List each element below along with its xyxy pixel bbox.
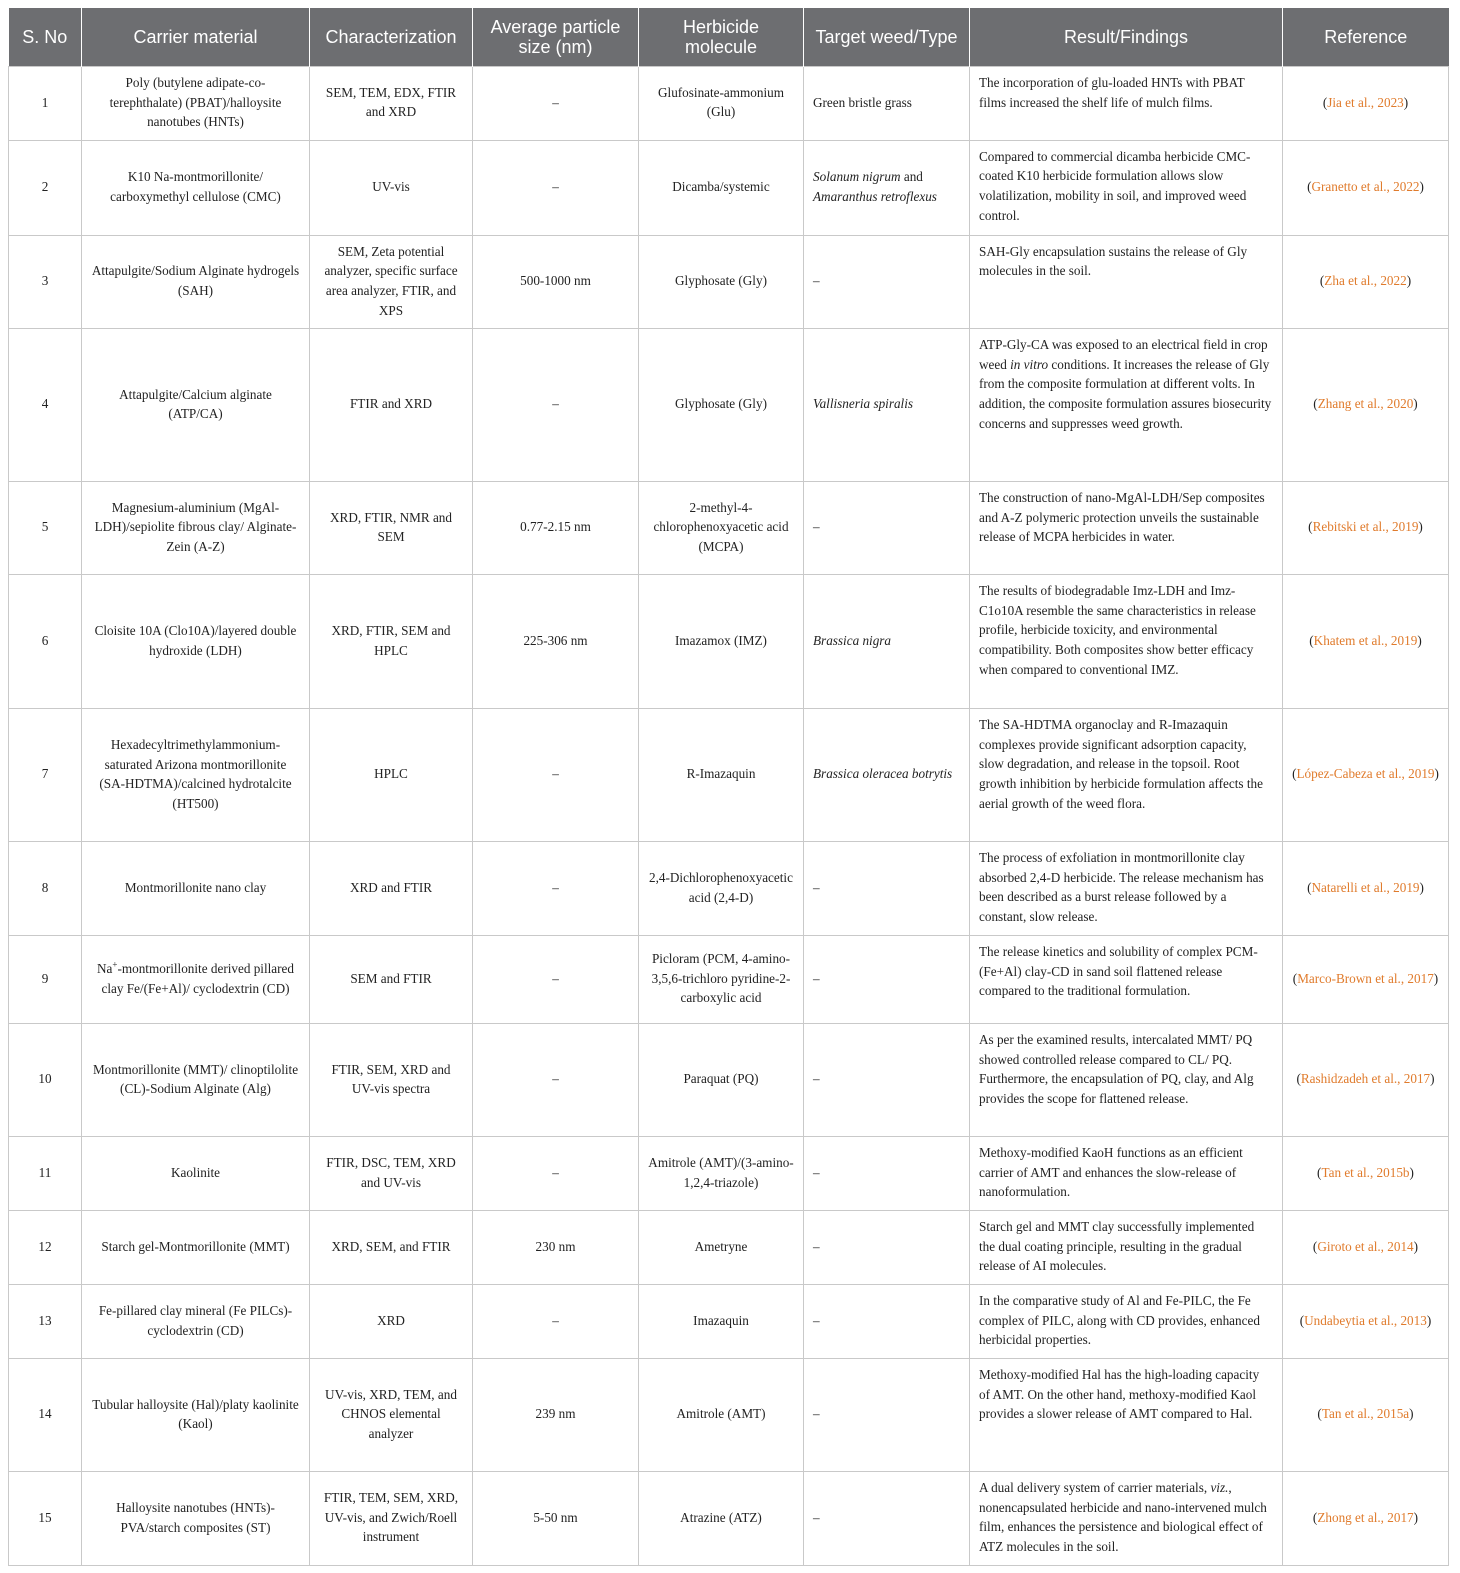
carrier-cell: Montmorillonite (MMT)/ clinoptilolite (CL)-Sodium Alginate (Alg) — [82, 1024, 310, 1137]
target-weed-cell: – — [804, 1137, 970, 1211]
herbicide-cell: Atrazine (ATZ) — [639, 1472, 804, 1566]
herbicide-cell: 2,4-Dichlorophenoxyacetic acid (2,4-D) — [639, 842, 804, 936]
table-row — [9, 1211, 1449, 1285]
result-cell: ATP-Gly-CA was exposed to an electrical field in crop weed in vitro conditions. It increases the release of Gly from the composite formulation at different volts. In addition, the composite formulation assures biosecurity concerns and suppresses weed growth. — [970, 329, 1283, 482]
sno-cell: 7 — [9, 709, 82, 842]
reference-cell: (Rashidzadeh et al., 2017) — [1283, 1024, 1449, 1137]
result-cell: Compared to commercial dicamba herbicide CMC-coated K10 herbicide formulation allows slow volatilization, mobility in soil, and improved weed control. — [970, 140, 1283, 235]
sno-cell: 9 — [9, 936, 82, 1024]
herbicide-cell: Glyphosate (Gly) — [639, 235, 804, 328]
reference-cell: (Natarelli et al., 2019) — [1283, 842, 1449, 936]
result-cell: Methoxy-modified KaoH functions as an efficient carrier of AMT and enhances the slow-release of nanoformulation. — [970, 1137, 1283, 1211]
particle-size-cell: 0.77-2.15 nm — [473, 482, 639, 575]
target-weed-cell: – — [804, 235, 970, 328]
reference-cell: (Marco-Brown et al., 2017) — [1283, 936, 1449, 1024]
result-cell: A dual delivery system of carrier materials, viz., nonencapsulated herbicide and nano-intervened mulch film, enhances the persistence and biological effect of ATZ molecules in the soil. — [970, 1472, 1283, 1566]
sno-cell: 2 — [9, 140, 82, 235]
characterization-cell: UV-vis, XRD, TEM, and CHNOS elemental analyzer — [310, 1359, 473, 1472]
carrier-cell: Tubular halloysite (Hal)/platy kaolinite (Kaol) — [82, 1359, 310, 1472]
table-row — [9, 575, 1449, 709]
carrier-cell: Magnesium-aluminium (MgAl-LDH)/sepiolite fibrous clay/ Alginate- Zein (A-Z) — [82, 482, 310, 575]
reference-cell: (López-Cabeza et al., 2019) — [1283, 709, 1449, 842]
carrier-cell: Starch gel-Montmorillonite (MMT) — [82, 1211, 310, 1285]
reference-link[interactable]: Giroto et al., 2014 — [1317, 1238, 1414, 1254]
carrier-cell: Cloisite 10A (Clo10A)/layered double hydroxide (LDH) — [82, 575, 310, 709]
result-cell: Methoxy-modified Hal has the high-loading capacity of AMT. On the other hand, methoxy-modified Kaol provides a slower release of AMT compared to Hal. — [970, 1359, 1283, 1472]
herbicide-cell: Amitrole (AMT) — [639, 1359, 804, 1472]
reference-link[interactable]: Undabeytia et al., 2013 — [1304, 1312, 1427, 1328]
table-header — [9, 8, 1449, 67]
target-weed-cell: – — [804, 482, 970, 575]
reference-link[interactable]: Natarelli et al., 2019 — [1311, 879, 1420, 895]
carrier-cell: Attapulgite/Sodium Alginate hydrogels (SAH) — [82, 235, 310, 328]
reference-cell: (Tan et al., 2015b) — [1283, 1137, 1449, 1211]
target-weed-cell: – — [804, 1359, 970, 1472]
reference-cell: (Rebitski et al., 2019) — [1283, 482, 1449, 575]
reference-link[interactable]: Rebitski et al., 2019 — [1312, 519, 1419, 535]
characterization-cell: SEM, Zeta potential analyzer, specific surface area analyzer, FTIR, and XPS — [310, 235, 473, 328]
carrier-cell: Kaolinite — [82, 1137, 310, 1211]
particle-size-cell: – — [473, 1137, 639, 1211]
characterization-cell: UV-vis — [310, 140, 473, 235]
target-weed-cell: Solanum nigrum and Amaranthus retroflexus — [804, 140, 970, 235]
target-weed-cell: Brassica nigra — [804, 575, 970, 709]
sno-cell: 11 — [9, 1137, 82, 1211]
reference-link[interactable]: Granetto et al., 2022 — [1311, 178, 1420, 194]
sno-cell: 13 — [9, 1285, 82, 1359]
result-cell: The construction of nano-MgAl-LDH/Sep composites and A-Z polymeric protection unveils the sustainable release of MCPA herbicides in water. — [970, 482, 1283, 575]
reference-cell: (Tan et al., 2015a) — [1283, 1359, 1449, 1472]
header-carrier-material: Carrier material — [82, 8, 310, 67]
table-row — [9, 67, 1449, 141]
particle-size-cell: – — [473, 329, 639, 482]
target-weed-cell: – — [804, 1024, 970, 1137]
reference-cell: (Zha et al., 2022) — [1283, 235, 1449, 328]
reference-link[interactable]: Zhang et al., 2020 — [1317, 396, 1414, 412]
result-cell: In the comparative study of Al and Fe-PILC, the Fe complex of PILC, along with CD provides, enhanced herbicidal properties. — [970, 1285, 1283, 1359]
characterization-cell: FTIR and XRD — [310, 329, 473, 482]
reference-cell: (Khatem et al., 2019) — [1283, 575, 1449, 709]
table-row — [9, 1137, 1449, 1211]
particle-size-cell: – — [473, 140, 639, 235]
table-row — [9, 1024, 1449, 1137]
header-sno: S. No — [9, 8, 82, 67]
target-weed-cell: Green bristle grass — [804, 67, 970, 141]
characterization-cell: SEM and FTIR — [310, 936, 473, 1024]
sno-cell: 3 — [9, 235, 82, 328]
reference-cell: (Zhong et al., 2017) — [1283, 1472, 1449, 1566]
target-weed-cell: Brassica oleracea botrytis — [804, 709, 970, 842]
herbicide-cell: Glyphosate (Gly) — [639, 329, 804, 482]
carrier-cell: Attapulgite/Calcium alginate (ATP/CA) — [82, 329, 310, 482]
characterization-cell: HPLC — [310, 709, 473, 842]
particle-size-cell: – — [473, 709, 639, 842]
table-row — [9, 1472, 1449, 1566]
table-row — [9, 842, 1449, 936]
table-row — [9, 1359, 1449, 1472]
carrier-cell: Hexadecyltrimethylammonium-saturated Arizona montmorillonite (SA-HDTMA)/calcined hydrotalcite (HT500) — [82, 709, 310, 842]
header-reference: Reference — [1283, 8, 1449, 67]
sno-cell: 8 — [9, 842, 82, 936]
result-cell: The release kinetics and solubility of complex PCM-(Fe+Al) clay-CD in sand soil flattened release compared to the traditional formulation. — [970, 936, 1283, 1024]
reference-cell: (Granetto et al., 2022) — [1283, 140, 1449, 235]
result-cell: SAH-Gly encapsulation sustains the release of Gly molecules in the soil. — [970, 235, 1283, 328]
target-weed-cell: – — [804, 1285, 970, 1359]
reference-cell: (Jia et al., 2023) — [1283, 67, 1449, 141]
sno-cell: 14 — [9, 1359, 82, 1472]
result-cell: As per the examined results, intercalated MMT/ PQ showed controlled release compared to CL/ PQ. Furthermore, the encapsulation of PQ, clay, and Alg provides the scope for flattened release. — [970, 1024, 1283, 1137]
carrier-cell: Montmorillonite nano clay — [82, 842, 310, 936]
header-characterization: Characterization — [310, 8, 473, 67]
result-cell: The process of exfoliation in montmorillonite clay absorbed 2,4-D herbicide. The release mechanism has been described as a burst release followed by a constant, slow release. — [970, 842, 1283, 936]
table-row — [9, 709, 1449, 842]
herbicide-cell: Paraquat (PQ) — [639, 1024, 804, 1137]
carrier-cell: Fe-pillared clay mineral (Fe PILCs)-cyclodextrin (CD) — [82, 1285, 310, 1359]
target-weed-cell: Vallisneria spiralis — [804, 329, 970, 482]
characterization-cell: XRD, FTIR, NMR and SEM — [310, 482, 473, 575]
header-result-findings: Result/Findings — [970, 8, 1283, 67]
table-row — [9, 1285, 1449, 1359]
particle-size-cell: 230 nm — [473, 1211, 639, 1285]
reference-link[interactable]: Tan et al., 2015b — [1321, 1164, 1410, 1180]
carrier-cell: Halloysite nanotubes (HNTs)-PVA/starch composites (ST) — [82, 1472, 310, 1566]
target-weed-cell: – — [804, 1472, 970, 1566]
reference-link[interactable]: Zha et al., 2022 — [1324, 273, 1407, 289]
herbicide-cell: Amitrole (AMT)/(3-amino-1,2,4-triazole) — [639, 1137, 804, 1211]
characterization-cell: FTIR, DSC, TEM, XRD and UV-vis — [310, 1137, 473, 1211]
reference-link[interactable]: Jia et al., 2023 — [1327, 94, 1404, 110]
target-weed-cell: – — [804, 936, 970, 1024]
result-cell: Starch gel and MMT clay successfully implemented the dual coating principle, resulting in the gradual release of AI molecules. — [970, 1211, 1283, 1285]
characterization-cell: XRD and FTIR — [310, 842, 473, 936]
particle-size-cell: – — [473, 67, 639, 141]
result-cell: The results of biodegradable Imz-LDH and Imz-C1o10A resemble the same characteristics in release profile, herbicide toxicity, and environmental compatibility. Both composites show better efficacy when compared to conventional IMZ. — [970, 575, 1283, 709]
sno-cell: 4 — [9, 329, 82, 482]
characterization-cell: XRD, SEM, and FTIR — [310, 1211, 473, 1285]
particle-size-cell: 500-1000 nm — [473, 235, 639, 328]
reference-link[interactable]: Zhong et al., 2017 — [1317, 1509, 1414, 1525]
sno-cell: 5 — [9, 482, 82, 575]
target-weed-cell: – — [804, 1211, 970, 1285]
characterization-cell: FTIR, SEM, XRD and UV-vis spectra — [310, 1024, 473, 1137]
reference-link[interactable]: Khatem et al., 2019 — [1313, 632, 1418, 648]
header-herbicide-molecule: Herbicide molecule — [639, 8, 804, 67]
carrier-cell: K10 Na-montmorillonite/ carboxymethyl cellulose (CMC) — [82, 140, 310, 235]
target-weed-cell: – — [804, 842, 970, 936]
herbicide-cell: Ametryne — [639, 1211, 804, 1285]
table-row — [9, 936, 1449, 1024]
particle-size-cell: 239 nm — [473, 1359, 639, 1472]
particle-size-cell: – — [473, 842, 639, 936]
characterization-cell: XRD, FTIR, SEM and HPLC — [310, 575, 473, 709]
reference-cell: (Zhang et al., 2020) — [1283, 329, 1449, 482]
table-row — [9, 329, 1449, 482]
table-body — [9, 67, 1449, 1566]
result-cell: The incorporation of glu-loaded HNTs with PBAT films increased the shelf life of mulch films. — [970, 67, 1283, 141]
sno-cell: 12 — [9, 1211, 82, 1285]
herbicide-carrier-table — [8, 8, 1449, 1566]
herbicide-cell: Picloram (PCM, 4-amino-3,5,6-trichloro pyridine-2-carboxylic acid — [639, 936, 804, 1024]
characterization-cell: FTIR, TEM, SEM, XRD, UV-vis, and Zwich/Roell instrument — [310, 1472, 473, 1566]
particle-size-cell: – — [473, 1024, 639, 1137]
reference-cell: (Giroto et al., 2014) — [1283, 1211, 1449, 1285]
header-particle-size: Average particle size (nm) — [473, 8, 639, 67]
characterization-cell: SEM, TEM, EDX, FTIR and XRD — [310, 67, 473, 141]
reference-link[interactable]: Tan et al., 2015a — [1321, 1406, 1410, 1422]
reference-link[interactable]: Rashidzadeh et al., 2017 — [1300, 1071, 1431, 1087]
particle-size-cell: 5-50 nm — [473, 1472, 639, 1566]
reference-cell: (Undabeytia et al., 2013) — [1283, 1285, 1449, 1359]
header-target-weed: Target weed/Type — [804, 8, 970, 67]
particle-size-cell: – — [473, 936, 639, 1024]
reference-link[interactable]: López-Cabeza et al., 2019 — [1296, 766, 1435, 782]
carrier-cell: Na+-montmorillonite derived pillared clay Fe/(Fe+Al)/ cyclodextrin (CD) — [82, 936, 310, 1024]
header-row — [9, 8, 1449, 67]
sno-cell: 15 — [9, 1472, 82, 1566]
particle-size-cell: – — [473, 1285, 639, 1359]
herbicide-cell: Dicamba/systemic — [639, 140, 804, 235]
sno-cell: 10 — [9, 1024, 82, 1137]
carrier-cell: Poly (butylene adipate-co-terephthalate) (PBAT)/halloysite nanotubes (HNTs) — [82, 67, 310, 141]
result-cell: The SA-HDTMA organoclay and R-Imazaquin complexes provide significant adsorption capacity, slow degradation, and release in the topsoil. Root growth inhibition by herbicide formulation affects the aerial growth of the weed flora. — [970, 709, 1283, 842]
table-row — [9, 235, 1449, 328]
herbicide-cell: Imazaquin — [639, 1285, 804, 1359]
herbicide-cell: 2-methyl-4-chlorophenoxyacetic acid (MCPA) — [639, 482, 804, 575]
sno-cell: 6 — [9, 575, 82, 709]
table-row — [9, 482, 1449, 575]
herbicide-cell: Glufosinate-ammonium (Glu) — [639, 67, 804, 141]
particle-size-cell: 225-306 nm — [473, 575, 639, 709]
sno-cell: 1 — [9, 67, 82, 141]
reference-link[interactable]: Marco-Brown et al., 2017 — [1297, 970, 1434, 986]
herbicide-cell: R-Imazaquin — [639, 709, 804, 842]
table-row — [9, 140, 1449, 235]
characterization-cell: XRD — [310, 1285, 473, 1359]
herbicide-cell: Imazamox (IMZ) — [639, 575, 804, 709]
